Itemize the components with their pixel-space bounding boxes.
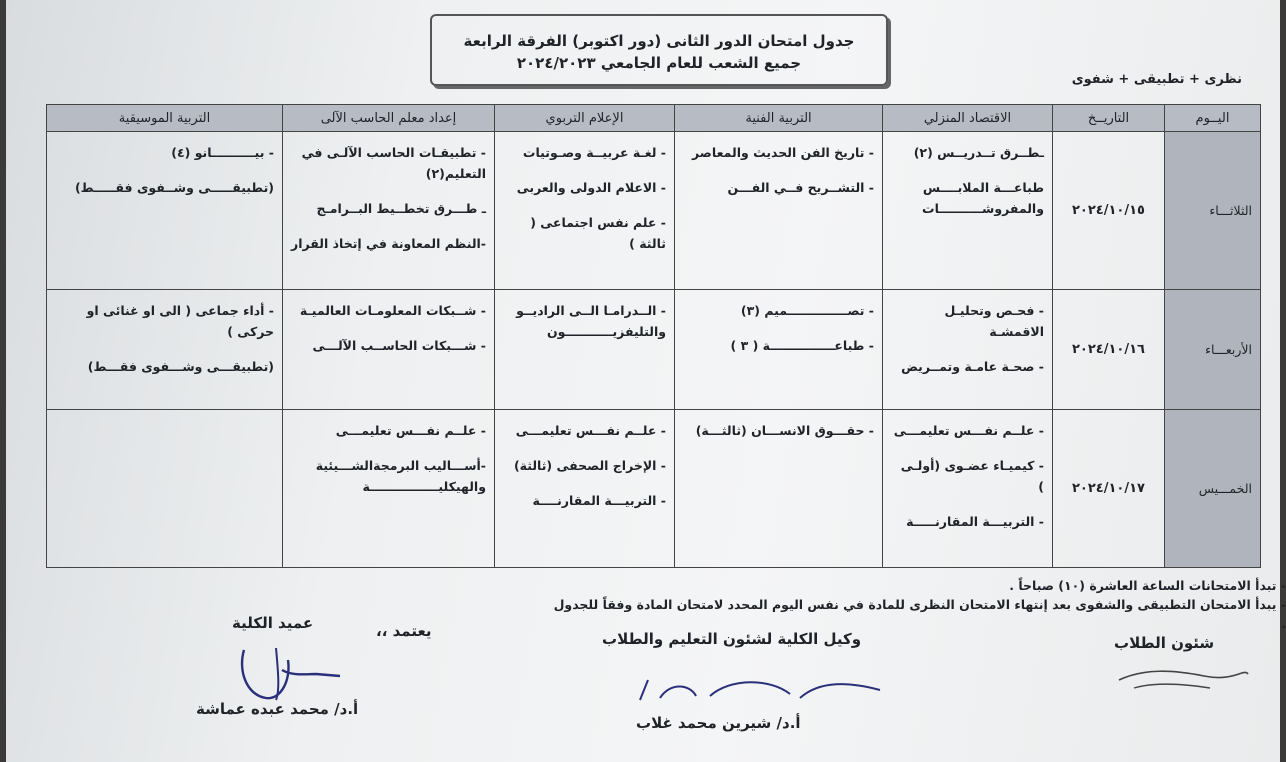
col-header-media: الإعلام التربوي [495, 105, 675, 132]
subject-line: (تطبيقـــــى وشــفوى فقـــــط) [74, 180, 274, 195]
subject-line: - علــم نفـــس تعليمـــى [335, 423, 486, 439]
exam-schedule-table [46, 104, 1261, 568]
note-1: - تبدأ الامتحانات الساعة العاشرة (١٠) صباحاً . [1009, 578, 1286, 593]
subject-cell-music [47, 410, 283, 568]
subject-line: -النظم المعاونة في إتخاذ القرار [291, 236, 486, 251]
title-line-1: جدول امتحان الدور الثانى (دور اكتوبر) الفرقة الرابعة [463, 32, 855, 50]
table-header-row [47, 105, 1261, 132]
subject-cell-art [675, 410, 883, 568]
title-box [430, 14, 888, 86]
subject-line: -أســـاليب البرمجةالشـــيئية والهيكليــــــــــــــــة [315, 458, 486, 495]
note-2: - يبدأ الامتحان التطبيقى والشفوى بعد إنتهاء الامتحان النظرى للمادة في نفس اليوم المحدد لامتحان المادة وفقاً للجدول . [553, 597, 1286, 631]
exam-type-label: نظرى + تطبيقى + شفوى [1071, 72, 1242, 87]
col-header-day: اليــوم [1165, 105, 1261, 132]
vice-dean-signature [630, 670, 890, 710]
subject-line: - علم نفس اجتماعى ( ثالثة ) [530, 215, 666, 251]
subject-cell-computer [283, 410, 495, 568]
subject-line: طباعـــة الملابــــس والمفروشــــــــــات [922, 180, 1044, 216]
subject-line: - التربيـــة المقارنـــــة [906, 514, 1044, 530]
document-page [6, 0, 1286, 762]
subject-line: - لغـة عربيــة وصـوتيات [522, 145, 666, 160]
subject-cell-home-economics [883, 410, 1053, 568]
subject-line: - تصــــــــــــــميم (٣) [740, 302, 874, 318]
subject-line: - صحـة عامـة وتمــريض [901, 358, 1044, 374]
subject-line: - طباعـــــــــــــــة ( ٣ ) [730, 337, 874, 353]
subject-cell-music [47, 289, 283, 409]
subject-line: - علــم نفـــس تعليمـــى [515, 423, 666, 439]
col-header-music: التربية الموسيقية [47, 105, 283, 132]
student-affairs-signature [1114, 658, 1254, 698]
date-cell: ٢٠٢٤/١٠/١٥ [1053, 132, 1165, 290]
vice-dean-title: وكيل الكلية لشئون التعليم والطلاب [602, 630, 862, 648]
subject-line: - كيميـاء عضـوى (أولـى ) [900, 458, 1044, 495]
subject-line: - بيــــــــــانو (٤) [171, 145, 274, 160]
subject-line: - علــم نفـــس تعليمـــى [893, 423, 1044, 439]
subject-line: (تطبيقـــى وشـــفوى فقـــط) [87, 358, 274, 374]
subject-line: - الاعلام الدولى والعربى [516, 180, 666, 195]
title-line-2: جميع الشعب للعام الجامعي ٢٠٢٤/٢٠٢٣ [516, 54, 802, 72]
subject-line: - التشــريح فــي الفـــن [727, 180, 874, 195]
col-header-art: التربية الفنية [675, 105, 883, 132]
col-header-date: التاريــخ [1053, 105, 1165, 132]
subject-cell-computer [283, 289, 495, 409]
subject-cell-media [495, 289, 675, 409]
day-cell: الثلاثـــاء [1165, 132, 1261, 290]
subject-line: - شــبكات المعلومـات العالميـة [299, 302, 486, 318]
notes [546, 576, 1286, 633]
col-header-home-economics: الاقتصاد المنزلي [883, 105, 1053, 132]
subject-cell-art [675, 289, 883, 409]
subject-line: - تاريخ الفن الحديث والمعاصر [692, 145, 874, 160]
dean-signature [236, 640, 346, 704]
table-row [47, 289, 1261, 409]
student-affairs-label: شئون الطلاب [1114, 634, 1215, 652]
date-cell: ٢٠٢٤/١٠/١٧ [1053, 410, 1165, 568]
dean-name: أ.د/ محمد عبده عماشة [196, 700, 359, 718]
subject-cell-home-economics [883, 289, 1053, 409]
approve-label: يعتمد ،، [376, 622, 432, 640]
subject-line: - أداء جماعى ( الى او غنائى او حركى ) [86, 302, 274, 339]
vice-dean-name: أ.د/ شيرين محمد غلاب [636, 714, 801, 732]
subject-line: - الــدرامـا الــى الراديــو والتليفزيـــــــــــون [516, 302, 666, 339]
dean-title: عميد الكلية [232, 614, 314, 632]
subject-cell-art [675, 132, 883, 290]
day-cell: الخمـــيس [1165, 410, 1261, 568]
day-cell: الأربعـــاء [1165, 289, 1261, 409]
subject-line: - شـــبكات الحاســب الآلـــى [312, 337, 486, 353]
subject-cell-computer [283, 132, 495, 290]
col-header-computer: إعداد معلم الحاسب الآلى [283, 105, 495, 132]
subject-cell-media [495, 132, 675, 290]
table-row [47, 410, 1261, 568]
subject-line: - فحـص وتحليـل الاقمشـة [944, 302, 1044, 339]
subject-line: ـطــرق تــدريــس (٢) [913, 145, 1044, 160]
subject-line: - الإخراج الصحفى (ثالثة) [513, 458, 666, 474]
subject-line: - تطبيقـات الحاسب الآلـى في التعليم(٢) [301, 145, 486, 181]
subject-cell-music [47, 132, 283, 290]
subject-line: - حقـــوق الانســـان (ثالثـــة) [695, 423, 874, 439]
subject-cell-home-economics [883, 132, 1053, 290]
subject-cell-media [495, 410, 675, 568]
subject-line: - التربيـــة المقارنــــة [532, 493, 666, 509]
date-cell: ٢٠٢٤/١٠/١٦ [1053, 289, 1165, 409]
subject-line: ـ طـــرق تخطــيط البــرامـج [316, 201, 486, 216]
table-row [47, 132, 1261, 290]
